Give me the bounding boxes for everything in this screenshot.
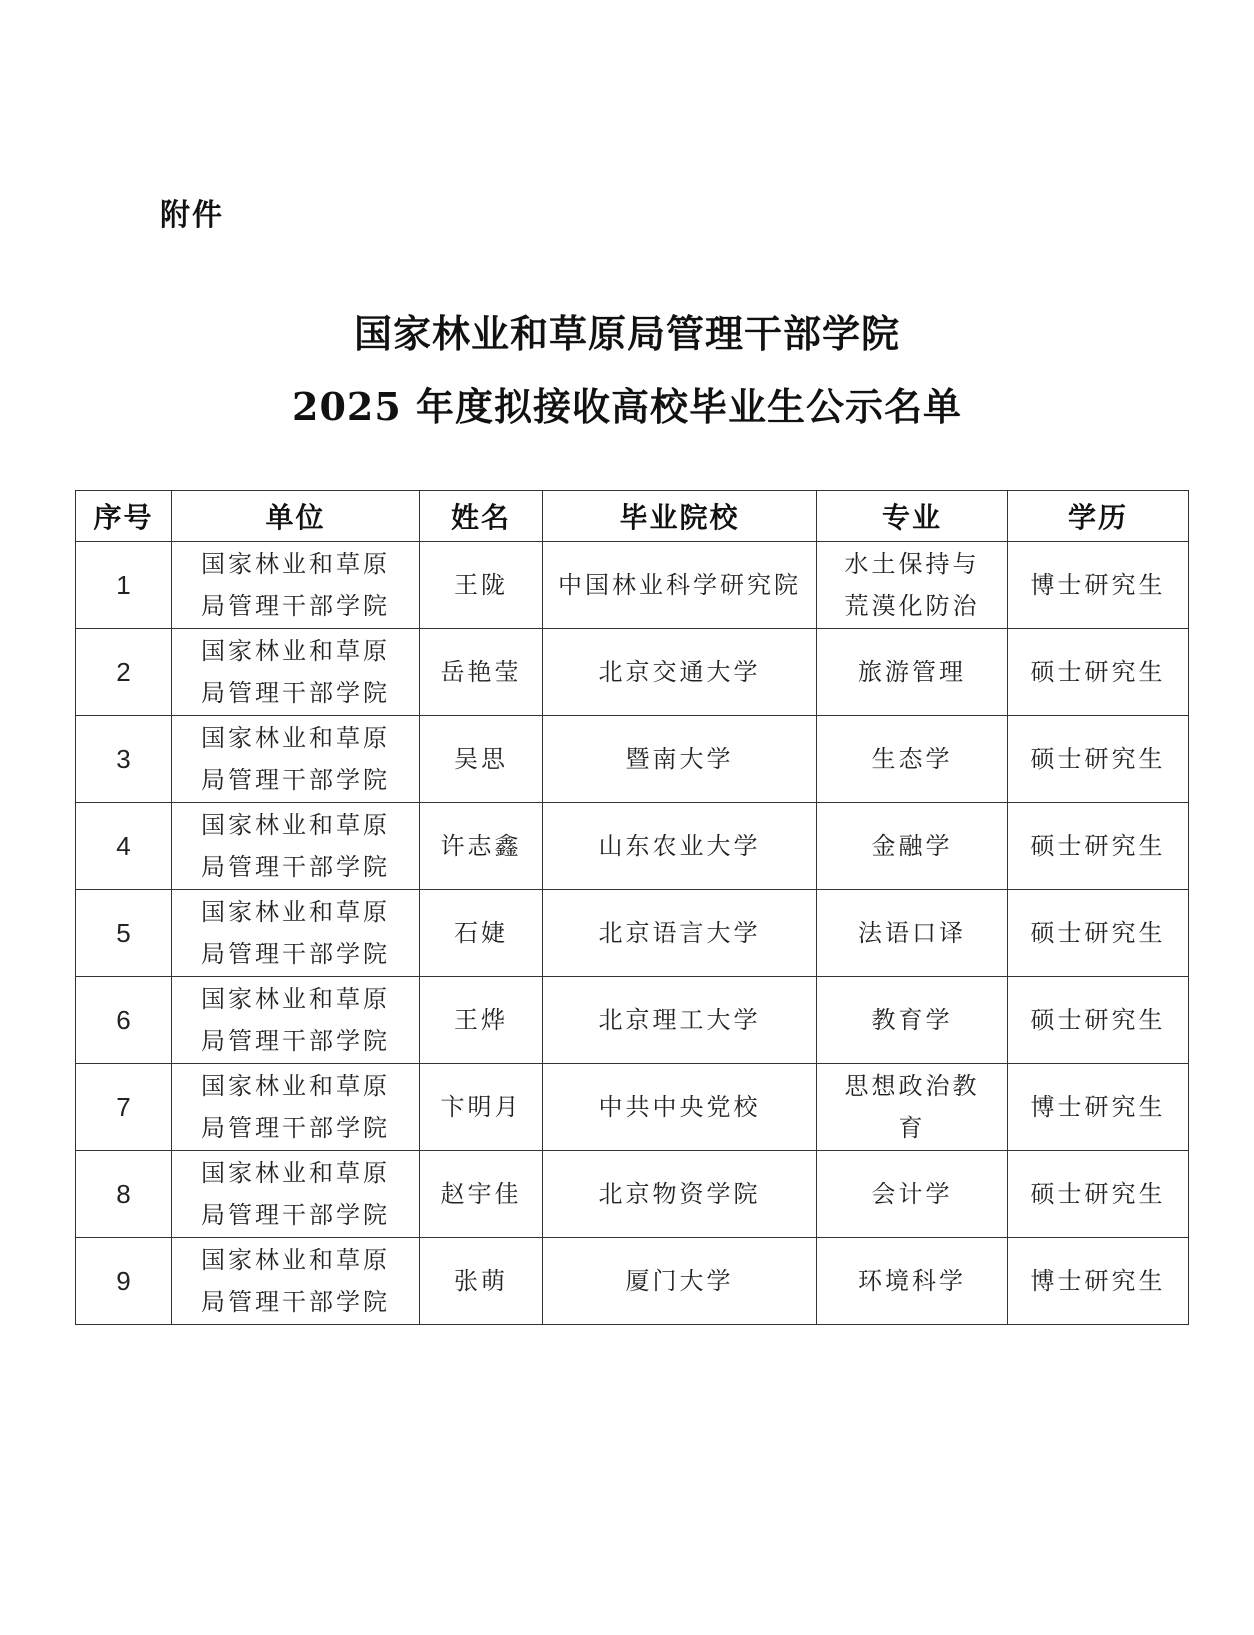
header-major: 专业	[817, 491, 1008, 542]
cell-major	[817, 803, 1008, 890]
cell-unit	[172, 716, 420, 803]
cell-major-text: 会计学	[871, 1180, 953, 1208]
cell-serial-number: 5	[76, 890, 172, 977]
cell-unit	[172, 542, 420, 629]
cell-unit-text: 国家林业和草原局管理干部学院	[201, 985, 390, 1055]
cell-major	[817, 716, 1008, 803]
cell-name: 张萌	[420, 1238, 543, 1325]
cell-name: 石婕	[420, 890, 543, 977]
cell-unit-text: 国家林业和草原局管理干部学院	[201, 1159, 390, 1229]
cell-serial-number: 2	[76, 629, 172, 716]
cell-major	[817, 542, 1008, 629]
cell-graduate-school: 暨南大学	[543, 716, 817, 803]
cell-unit-text: 国家林业和草原局管理干部学院	[201, 550, 390, 620]
cell-degree: 硕士研究生	[1008, 890, 1189, 977]
table-row	[76, 1064, 1189, 1151]
cell-degree: 硕士研究生	[1008, 977, 1189, 1064]
table-row	[76, 1151, 1189, 1238]
header-name: 姓名	[420, 491, 543, 542]
cell-major-text: 旅游管理	[858, 658, 966, 686]
header-graduate-school: 毕业院校	[543, 491, 817, 542]
cell-unit-text: 国家林业和草原局管理干部学院	[201, 637, 390, 707]
cell-degree: 硕士研究生	[1008, 629, 1189, 716]
cell-degree: 硕士研究生	[1008, 803, 1189, 890]
cell-unit-text: 国家林业和草原局管理干部学院	[201, 1072, 390, 1142]
cell-graduate-school: 山东农业大学	[543, 803, 817, 890]
header-unit: 单位	[172, 491, 420, 542]
cell-major	[817, 1064, 1008, 1151]
graduate-roster-table	[75, 490, 1189, 1325]
header-degree: 学历	[1008, 491, 1189, 542]
cell-name: 许志鑫	[420, 803, 543, 890]
cell-major	[817, 629, 1008, 716]
cell-major	[817, 890, 1008, 977]
cell-unit-text: 国家林业和草原局管理干部学院	[201, 1246, 390, 1316]
cell-serial-number: 6	[76, 977, 172, 1064]
cell-name: 卞明月	[420, 1064, 543, 1151]
cell-serial-number: 7	[76, 1064, 172, 1151]
cell-unit	[172, 629, 420, 716]
cell-graduate-school: 北京理工大学	[543, 977, 817, 1064]
cell-degree: 博士研究生	[1008, 542, 1189, 629]
table-header-row	[76, 491, 1189, 542]
table-row	[76, 803, 1189, 890]
cell-name: 赵宇佳	[420, 1151, 543, 1238]
table-row	[76, 1238, 1189, 1325]
cell-major-text: 生态学	[871, 745, 953, 773]
cell-major-text: 教育学	[871, 1006, 953, 1034]
table-row	[76, 890, 1189, 977]
cell-unit	[172, 890, 420, 977]
cell-unit-text: 国家林业和草原局管理干部学院	[201, 811, 390, 881]
attachment-label: 附件	[160, 198, 224, 233]
cell-graduate-school: 厦门大学	[543, 1238, 817, 1325]
cell-degree: 硕士研究生	[1008, 1151, 1189, 1238]
cell-unit	[172, 1238, 420, 1325]
cell-major	[817, 977, 1008, 1064]
cell-major-text: 法语口译	[858, 919, 966, 947]
cell-graduate-school: 北京语言大学	[543, 890, 817, 977]
cell-major	[817, 1238, 1008, 1325]
table-row	[76, 977, 1189, 1064]
cell-graduate-school: 中国林业科学研究院	[543, 542, 817, 629]
cell-graduate-school: 北京交通大学	[543, 629, 817, 716]
cell-serial-number: 8	[76, 1151, 172, 1238]
document-title-line-2: 2025 年度拟接收高校毕业生公示名单	[292, 384, 962, 429]
cell-unit	[172, 1151, 420, 1238]
cell-major-text: 水土保持与荒漠化防治	[844, 550, 980, 620]
cell-serial-number: 3	[76, 716, 172, 803]
cell-graduate-school: 北京物资学院	[543, 1151, 817, 1238]
cell-unit	[172, 1064, 420, 1151]
cell-major-text: 思想政治教育	[844, 1072, 980, 1142]
cell-major	[817, 1151, 1008, 1238]
cell-degree: 博士研究生	[1008, 1064, 1189, 1151]
table-row	[76, 629, 1189, 716]
cell-serial-number: 9	[76, 1238, 172, 1325]
cell-serial-number: 1	[76, 542, 172, 629]
cell-major-text: 金融学	[871, 832, 953, 860]
document-title-line-1: 国家林业和草原局管理干部学院	[353, 311, 900, 356]
cell-degree: 博士研究生	[1008, 1238, 1189, 1325]
cell-graduate-school: 中共中央党校	[543, 1064, 817, 1151]
cell-name: 王烨	[420, 977, 543, 1064]
header-serial-number: 序号	[76, 491, 172, 542]
cell-unit-text: 国家林业和草原局管理干部学院	[201, 898, 390, 968]
cell-name: 王陇	[420, 542, 543, 629]
cell-name: 岳艳莹	[420, 629, 543, 716]
cell-unit	[172, 803, 420, 890]
cell-serial-number: 4	[76, 803, 172, 890]
cell-unit	[172, 977, 420, 1064]
table-row	[76, 542, 1189, 629]
cell-degree: 硕士研究生	[1008, 716, 1189, 803]
cell-name: 吴思	[420, 716, 543, 803]
table-row	[76, 716, 1189, 803]
cell-major-text: 环境科学	[858, 1267, 966, 1295]
cell-unit-text: 国家林业和草原局管理干部学院	[201, 724, 390, 794]
